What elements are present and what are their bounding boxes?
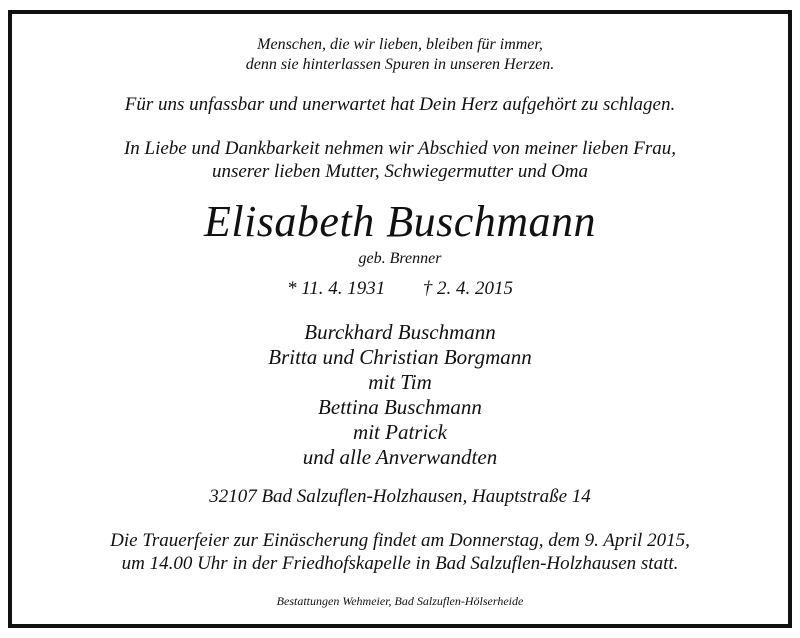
birth-date: * 11. 4. 1931 <box>286 278 386 299</box>
mourner-1: Burckhard Buschmann <box>304 320 496 344</box>
undertaker-credit: Bestattungen Wehmeier, Bad Salzuflen-Hölserheide <box>276 594 524 608</box>
maiden-name: geb. Brenner <box>358 250 442 267</box>
motto-line-1: Menschen, die wir lieben, bleiben für immer, <box>257 36 543 53</box>
address-line: 32107 Bad Salzuflen-Holzhausen, Hauptstraße 14 <box>209 486 591 507</box>
statement-text: Für uns unfassbar und unerwartet hat Dein Herz aufgehört zu schlagen. <box>124 94 676 115</box>
mourner-6: und alle Anverwandten <box>302 445 498 469</box>
life-dates <box>12 278 788 300</box>
farewell-line-2: unserer lieben Mutter, Schwiegermutter und Oma <box>211 161 589 182</box>
mourner-5: mit Patrick <box>353 420 447 444</box>
ceremony-line-2: um 14.00 Uhr in der Friedhofskapelle in Bad Salzuflen-Holzhausen statt. <box>121 553 679 574</box>
obituary-notice <box>8 10 792 628</box>
mourner-3: mit Tim <box>368 370 432 394</box>
mourner-4: Bettina Buschmann <box>318 395 482 419</box>
death-date: † 2. 4. 2015 <box>422 278 514 299</box>
deceased-name: Elisabeth Buschmann <box>203 197 596 246</box>
motto-line-2: denn sie hinterlassen Spuren in unseren Herzen. <box>245 56 555 73</box>
mourner-2: Britta und Christian Borgmann <box>268 345 532 369</box>
ceremony-line-1: Die Trauerfeier zur Einäscherung findet am Donnerstag, dem 9. April 2015, <box>110 530 690 551</box>
farewell-line-1: In Liebe und Dankbarkeit nehmen wir Abschied von meiner lieben Frau, <box>123 138 677 159</box>
